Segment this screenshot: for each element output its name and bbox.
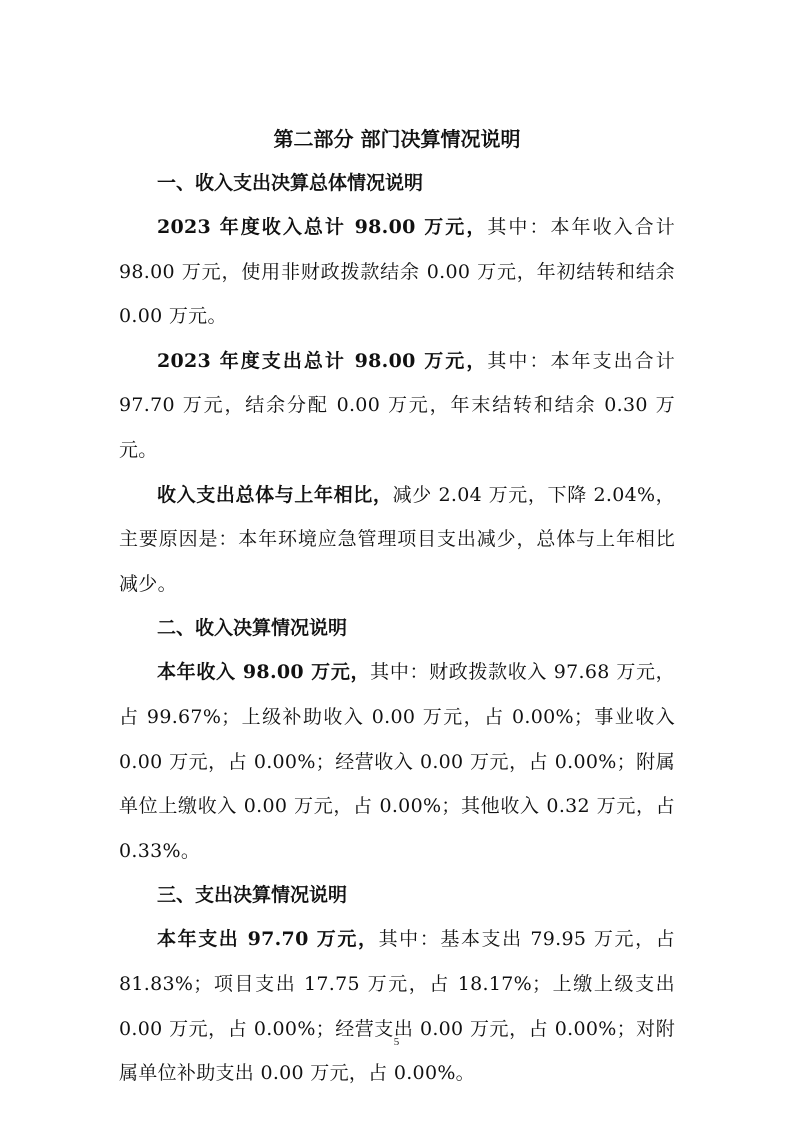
paragraph-text: 其中：基本支出 79.95 万元，占 81.83%；项目支出 17.75 万元，占 18.17%；上缴上级支出 0.00 万元，占 0.00%；经营支出 0.00 万元，占 0.00%；对附属单位补助支出 0.00 万元，占 0.00%。 (119, 928, 675, 1085)
paragraph (119, 473, 675, 607)
paragraph-text: 减少 2.04 万元，下降 2.04%，主要原因是：本年环境应急管理项目支出减少，总体与上年相比减少。 (119, 483, 675, 595)
section-heading: 一、收入支出决算总体情况说明 (157, 172, 424, 194)
section-heading: 三、支出决算情况说明 (157, 884, 348, 907)
paragraph (119, 339, 675, 473)
page-title: 第二部分 部门决算情况说明 (273, 127, 521, 151)
section-overall (119, 161, 675, 606)
paragraph-text: 其中：本年收入合计 98.00 万元，使用非财政拨款结余 0.00 万元，年初结转和结余 0.00 万元。 (119, 216, 675, 328)
section-expenditure (119, 873, 675, 1095)
paragraph-lead: 2023 年度支出总计 98.00 万元， (157, 349, 488, 372)
section-income (119, 606, 675, 873)
document-body (119, 117, 675, 1096)
page-number: 5 (393, 1036, 400, 1048)
paragraph (119, 205, 675, 339)
paragraph-text: 其中：财政拨款收入 97.68 万元，占 99.67%；上级补助收入 0.00 万元，占 0.00%；事业收入 0.00 万元，占 0.00%；经营收入 0.00 万元，占 0.00%；附属单位上缴收入 0.00 万元，占 0.00%；其他收入 0.32 万元，占 0.33%。 (119, 661, 675, 862)
paragraph-lead: 收入支出总体与上年相比， (157, 483, 393, 506)
paragraph-text: 其中：本年支出合计 97.70 万元，结余分配 0.00 万元，年末结转和结余 0.30 万元。 (119, 349, 675, 461)
paragraph-lead: 本年支出 97.70 万元， (157, 928, 379, 951)
section-heading: 二、收入决算情况说明 (157, 617, 348, 640)
paragraph (119, 917, 675, 1095)
paragraph-lead: 本年收入 98.00 万元， (157, 661, 371, 684)
paragraph (119, 650, 675, 873)
paragraph-lead: 2023 年度收入总计 98.00 万元， (157, 216, 488, 238)
